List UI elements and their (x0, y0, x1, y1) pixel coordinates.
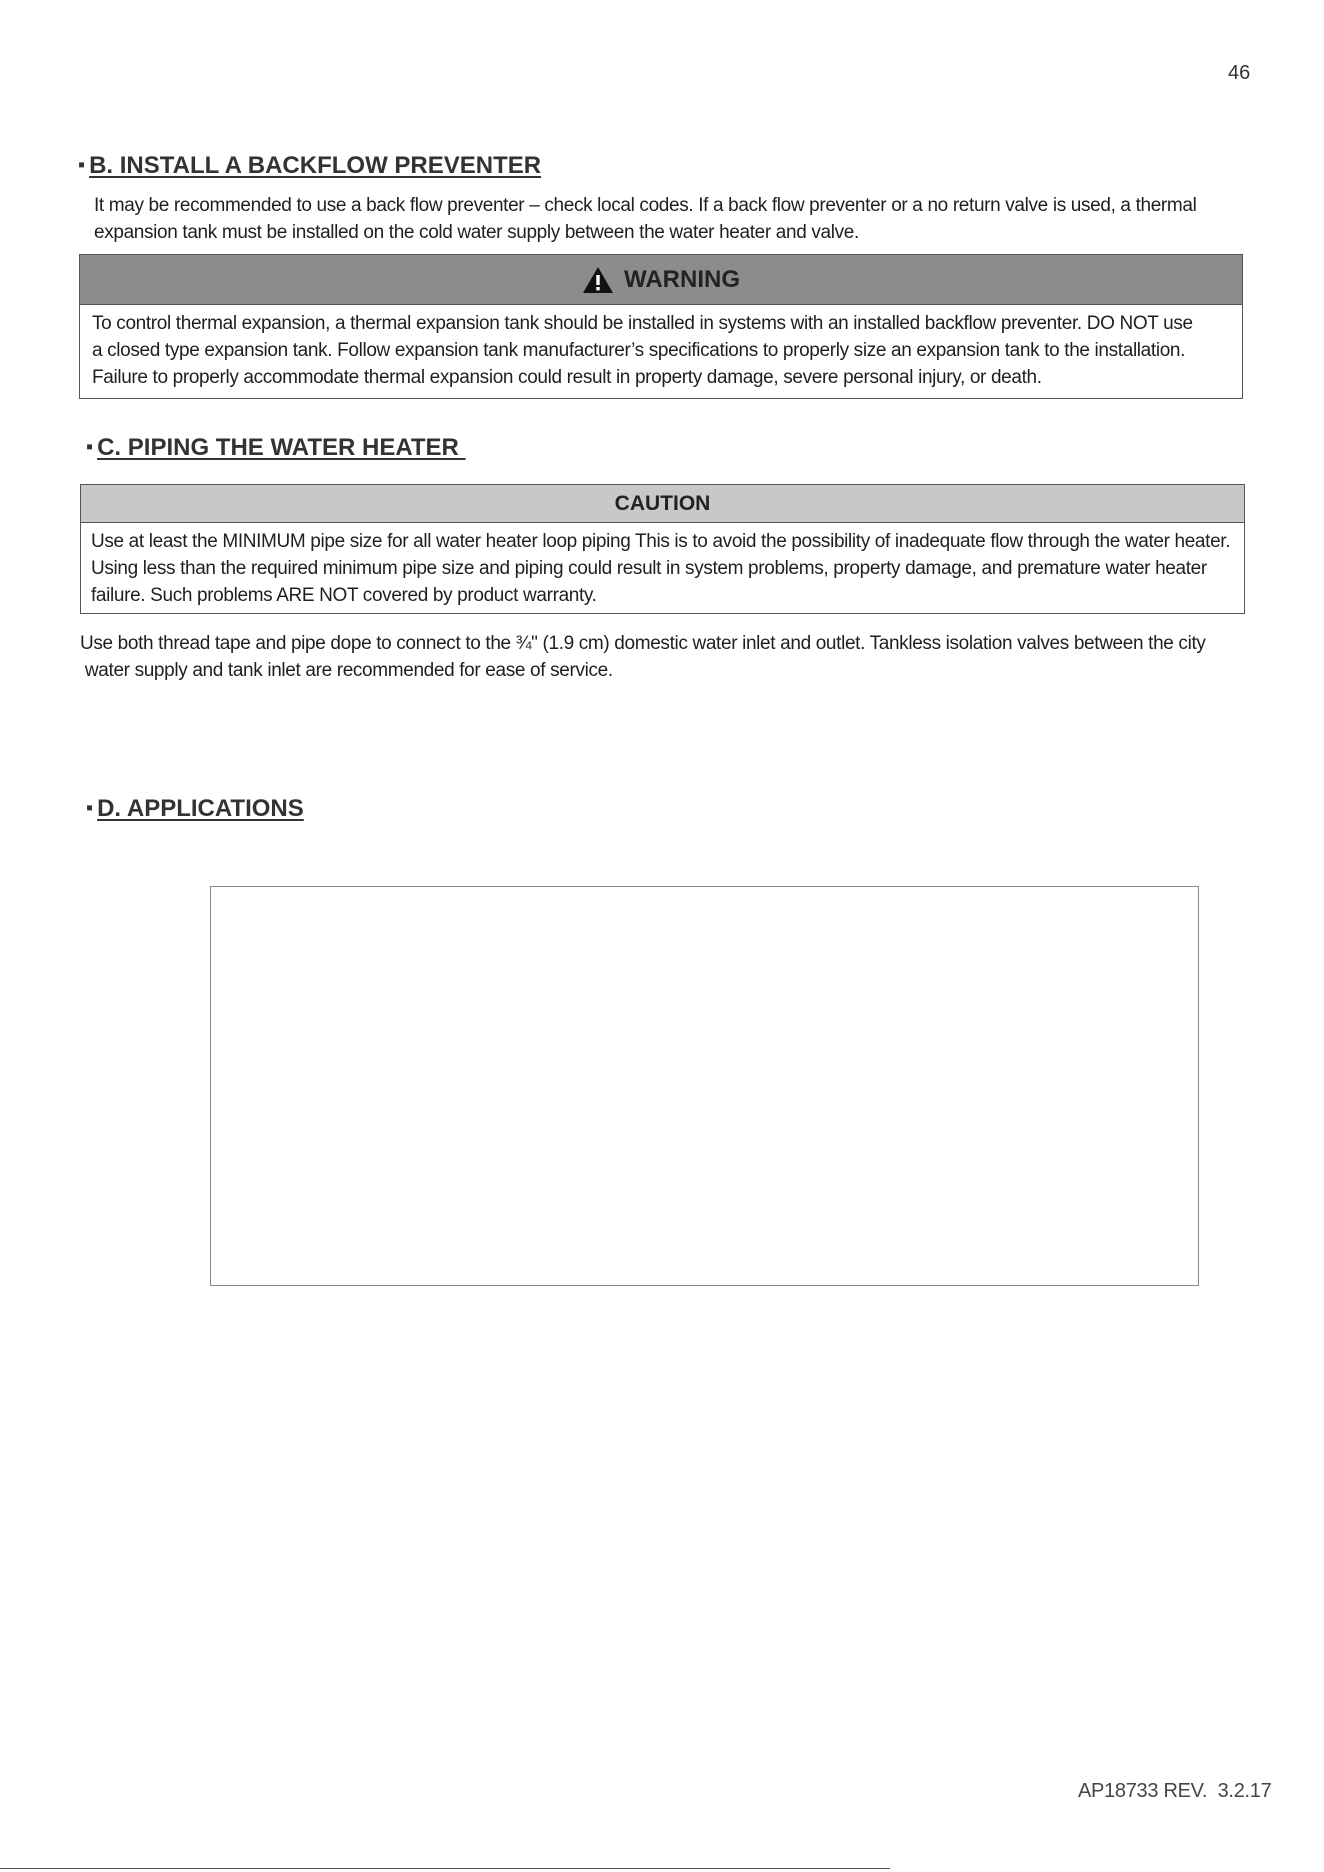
footer-divider (0, 1868, 890, 1869)
section-c-heading (86, 434, 466, 462)
section-d-title: D. APPLICATIONS (97, 795, 304, 822)
applications-figure-frame (210, 886, 1199, 1286)
section-c-paragraph (80, 630, 1206, 684)
warning-line: Failure to properly accommodate thermal expansion could result in property damage, severe personal injury, or death. (92, 367, 1042, 388)
section-d-bullet: ▪ (86, 797, 94, 819)
paragraph-line: expansion tank must be installed on the cold water supply between the water heater and valve. (94, 222, 859, 243)
section-d-heading (86, 795, 304, 823)
document-revision-code: AP18733 REV. 3.2.17 (1078, 1780, 1272, 1802)
warning-line: a closed type expansion tank. Follow expansion tank manufacturer’s specifications to properly size an expansion tank to the installation. (92, 340, 1186, 361)
caution-body (81, 523, 1244, 609)
section-b-bullet: ▪ (78, 154, 86, 176)
section-c-title: C. PIPING THE WATER HEATER (97, 434, 466, 461)
section-c-bullet: ▪ (86, 436, 94, 458)
page-number: 46 (1228, 62, 1251, 84)
caution-line: Use at least the MINIMUM pipe size for all water heater loop piping This is to avoid the possibility of inadequate flow through the water heater. (91, 531, 1231, 552)
caution-title: CAUTION (614, 491, 711, 515)
caution-line: Using less than the required minimum pipe size and piping could result in system problems, property damage, and premature water heater (91, 558, 1207, 579)
warning-body (80, 305, 1242, 391)
section-b-paragraph (94, 192, 1196, 246)
warning-header (80, 255, 1242, 305)
warning-line: To control thermal expansion, a thermal expansion tank should be installed in systems with an installed backflow preventer. DO NOT use (92, 313, 1193, 334)
warning-box (79, 254, 1243, 399)
paragraph-line: It may be recommended to use a back flow preventer – check local codes. If a back flow preventer or a no return valve is used, a thermal (94, 195, 1197, 216)
caution-header (81, 485, 1244, 523)
caution-line: failure. Such problems ARE NOT covered by product warranty. (91, 585, 597, 606)
section-b-title: B. INSTALL A BACKFLOW PREVENTER (89, 152, 542, 179)
section-b-heading (78, 152, 541, 180)
paragraph-line: Use both thread tape and pipe dope to connect to the ¾" (1.9 cm) domestic water inlet and outlet. Tankless isolation valves between the city (80, 633, 1206, 654)
warning-triangle-icon (582, 266, 614, 294)
warning-title: WARNING (624, 265, 740, 293)
caution-box (80, 484, 1245, 614)
paragraph-line: water supply and tank inlet are recommended for ease of service. (80, 660, 613, 681)
